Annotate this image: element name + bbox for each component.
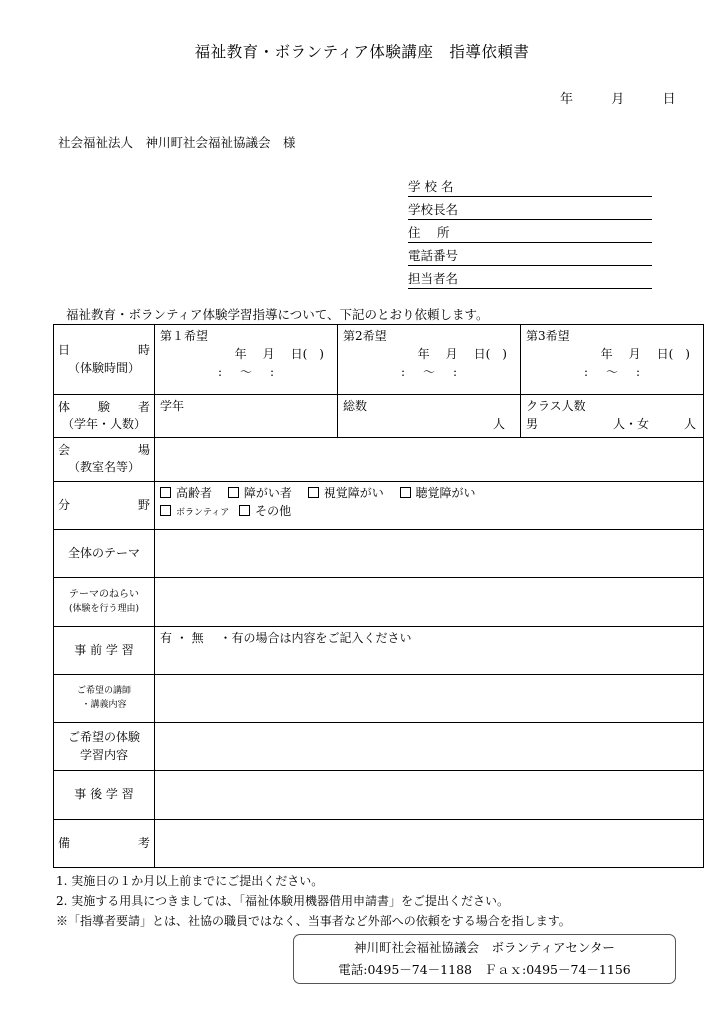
date-year: 年 — [560, 92, 574, 107]
contact-person-field[interactable]: 担当者名 — [408, 266, 652, 289]
theme-cell[interactable] — [155, 530, 704, 578]
table-row — [54, 723, 704, 771]
request-table — [53, 324, 704, 868]
school-info-block — [408, 174, 652, 289]
table-row — [54, 626, 704, 674]
class-size-cell[interactable]: クラス人数 男 人・女 人 — [521, 395, 704, 437]
table-row — [54, 771, 704, 819]
contact-box — [293, 934, 676, 984]
checkbox[interactable] — [400, 487, 411, 498]
checkbox[interactable] — [308, 487, 319, 498]
note-3: ※「指導者要請」とは、社協の職員ではなく、当事者など外部への依頼をする場合を指します。 — [56, 914, 571, 928]
principal-name-field[interactable]: 学校長名 — [408, 197, 652, 220]
pre-study-cell[interactable]: 有 ・ 無 ・有の場合は内容をご記入ください — [155, 626, 704, 674]
remarks-cell[interactable] — [155, 819, 704, 867]
post-study-label: 事 後 学 習 — [54, 771, 155, 819]
date-line — [560, 88, 676, 107]
checkbox[interactable] — [228, 487, 239, 498]
table-row — [54, 674, 704, 722]
contact-phone: 電話:0495－74－1188 Ｆａｘ:0495－74－1156 — [338, 962, 631, 977]
venue-cell[interactable] — [155, 437, 704, 481]
address-field[interactable]: 住 所 — [408, 220, 652, 243]
theme-label: 全体のテーマ — [54, 530, 155, 578]
preference-3-cell[interactable]: 第3希望 年 月 日( ) : ～ : — [521, 325, 704, 395]
table-row — [54, 325, 704, 395]
contact-org: 神川町社会福祉協議会 ボランティアセンター — [354, 940, 615, 955]
participants-label: 体 験 者 （学年・人数） — [54, 395, 155, 437]
date-day: 日 — [662, 92, 676, 107]
checkbox[interactable] — [239, 505, 250, 516]
field-label: 分 野 — [54, 481, 155, 529]
school-name-field[interactable]: 学 校 名 — [408, 174, 652, 197]
aim-cell[interactable] — [155, 578, 704, 626]
table-row — [54, 481, 704, 529]
field-cell: 高齢者 障がい者 視覚障がい 聴覚障がい ボランティア その他 — [155, 481, 704, 529]
checkbox[interactable] — [160, 505, 171, 516]
preference-1-cell[interactable]: 第１希望 年 月 日( ) : ～ : — [155, 325, 338, 395]
phone-field[interactable]: 電話番号 — [408, 243, 652, 266]
table-row — [54, 819, 704, 867]
preference-1-label: 第１希望 — [160, 329, 209, 343]
intro-text: 福祉教育・ボランティア体験学習指導について、下記のとおり依頼します。 — [66, 307, 489, 322]
post-study-cell[interactable] — [155, 771, 704, 819]
preference-2-label: 第2希望 — [343, 329, 387, 343]
table-row — [54, 395, 704, 437]
note-1: 1. 実施日の１か月以上前までにご提出ください。 — [56, 874, 324, 888]
datetime-label: 日 時 （体験時間） — [54, 325, 155, 395]
instructor-cell[interactable] — [155, 674, 704, 722]
remarks-label: 備 考 — [54, 819, 155, 867]
page-title: 福祉教育・ボランティア体験講座 指導依頼書 — [194, 43, 530, 61]
preference-2-cell[interactable]: 第2希望 年 月 日( ) : ～ : — [338, 325, 521, 395]
table-row — [54, 437, 704, 481]
checkbox[interactable] — [160, 487, 171, 498]
desired-content-cell[interactable] — [155, 723, 704, 771]
table-row — [54, 530, 704, 578]
venue-label: 会 場 （教室名等） — [54, 437, 155, 481]
preference-3-label: 第3希望 — [526, 329, 570, 343]
note-2: 2. 実施する用具につきましては、「福祉体験用機器借用申請書」をご提出ください。 — [56, 894, 510, 908]
date-month: 月 — [611, 92, 625, 107]
pre-study-label: 事 前 学 習 — [54, 626, 155, 674]
recipient: 社会福祉法人 神川町社会福祉協議会 様 — [58, 135, 296, 150]
grade-cell[interactable]: 学年 — [155, 395, 338, 437]
notes — [56, 871, 571, 931]
instructor-label: ご希望の講師 ・講義内容 — [54, 674, 155, 722]
aim-label: テーマのねらい (体験を行う理由) — [54, 578, 155, 626]
table-row — [54, 578, 704, 626]
desired-content-label: ご希望の体験 学習内容 — [54, 723, 155, 771]
total-cell[interactable]: 総数 人 — [338, 395, 521, 437]
